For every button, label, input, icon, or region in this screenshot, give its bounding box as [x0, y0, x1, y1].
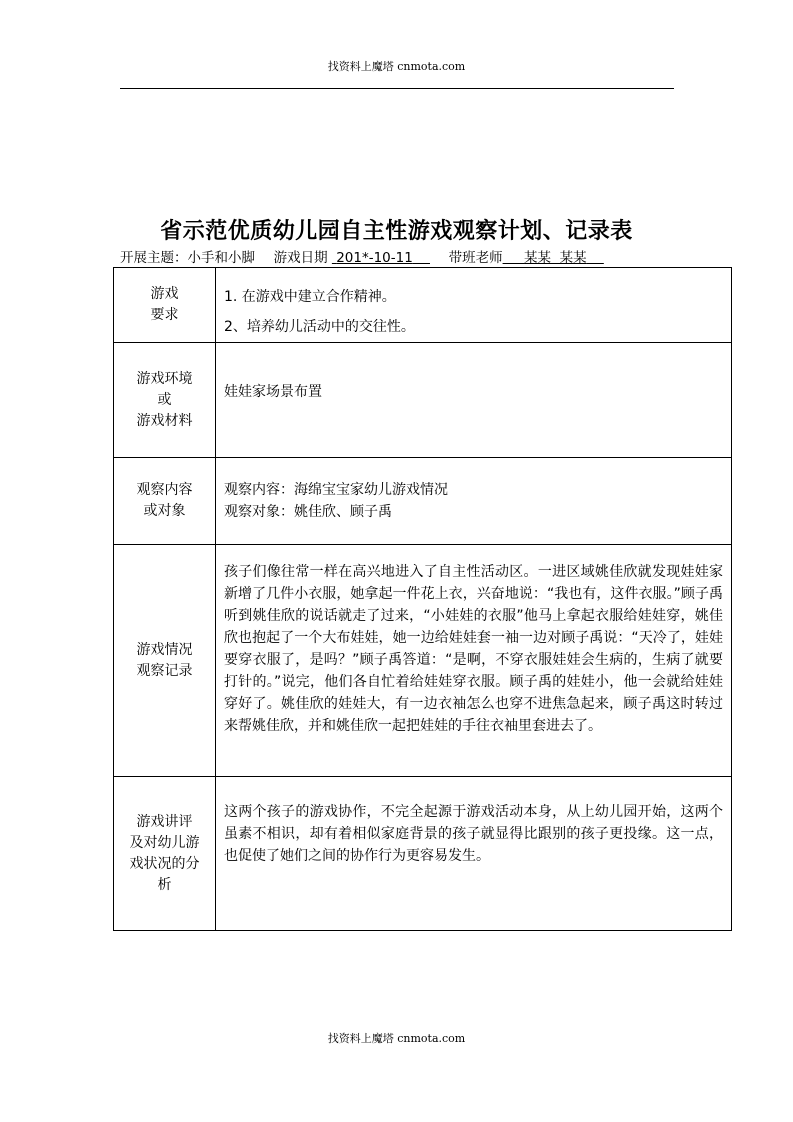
header-divider	[120, 88, 674, 89]
goal-item: 1. 在游戏中建立合作精神。	[224, 289, 396, 305]
analysis-content: 这两个孩子的游戏协作，不完全起源于游戏活动本身，从上幼儿园开始，这两个虽素不相识，却有着相似家庭背景的孩子就显得比跟别的孩子更投缘。这一点，也促使了她们之间的协作行为更容易发生。	[216, 777, 732, 931]
theme-value: 小手和小脚	[187, 250, 255, 266]
analysis-label: 游戏讲评 及对幼儿游 戏状况的分 析	[114, 777, 216, 931]
observation-content-line: 观察内容：海绵宝宝家幼儿游戏情况	[224, 482, 448, 498]
date-label: 游戏日期	[273, 250, 328, 266]
teacher-value: 某某 某某	[524, 250, 587, 266]
record-label: 游戏情况 观察记录	[114, 545, 216, 777]
goal-item: 2、培养幼儿活动中的交往性。	[224, 319, 415, 335]
date-value: 201*-10-11	[336, 250, 413, 266]
record-table	[113, 267, 732, 931]
table-row	[114, 777, 732, 931]
observation-label: 观察内容 或对象	[114, 458, 216, 545]
table-row	[114, 545, 732, 777]
table-row	[114, 268, 732, 343]
record-content: 孩子们像往常一样在高兴地进入了自主性活动区。一进区域姚佳欣就发现娃娃家新增了几件小衣服，她拿起一件花上衣，兴奋地说：“我也有，这件衣服。”顾子禹听到姚佳欣的说话就走了过来，“小娃娃的衣服”他马上拿起衣服给娃娃穿，姚佳欣也抱起了一个大布娃娃，她一边给娃娃套一袖一边对顾子禹说：“天冷了，娃娃要穿衣服了，是吗？”顾子禹答道：“是啊，不穿衣服娃娃会生病的，生病了就要打针的。”说完，他们各自忙着给娃娃穿衣服。顾子禹的娃娃小，他一会就给娃娃穿好了。姚佳欣的娃娃大，有一边衣袖怎么也穿不进焦急起来，顾子禹这时转过来帮姚佳欣，并和姚佳欣一起把娃娃的手往衣袖里套进去了。	[216, 545, 732, 777]
observation-target-line: 观察对象：姚佳欣、顾子禹	[224, 504, 392, 520]
table-row	[114, 458, 732, 545]
observation-content	[216, 458, 732, 545]
environment-label: 游戏环境 或 游戏材料	[114, 343, 216, 458]
teacher-label: 带班老师	[448, 250, 503, 266]
meta-line	[120, 246, 604, 266]
document-title: 省示范优质幼儿园自主性游戏观察计划、记录表	[160, 218, 633, 244]
table-row	[114, 343, 732, 458]
page-footer: 找资料上魔塔 cnmota.com	[327, 1032, 466, 1045]
goals-label: 游戏 要求	[114, 268, 216, 343]
environment-content: 娃娃家场景布置	[216, 343, 732, 458]
page-header: 找资料上魔塔 cnmota.com	[327, 60, 466, 73]
goals-content	[216, 268, 732, 343]
theme-label: 开展主题：	[120, 250, 188, 266]
